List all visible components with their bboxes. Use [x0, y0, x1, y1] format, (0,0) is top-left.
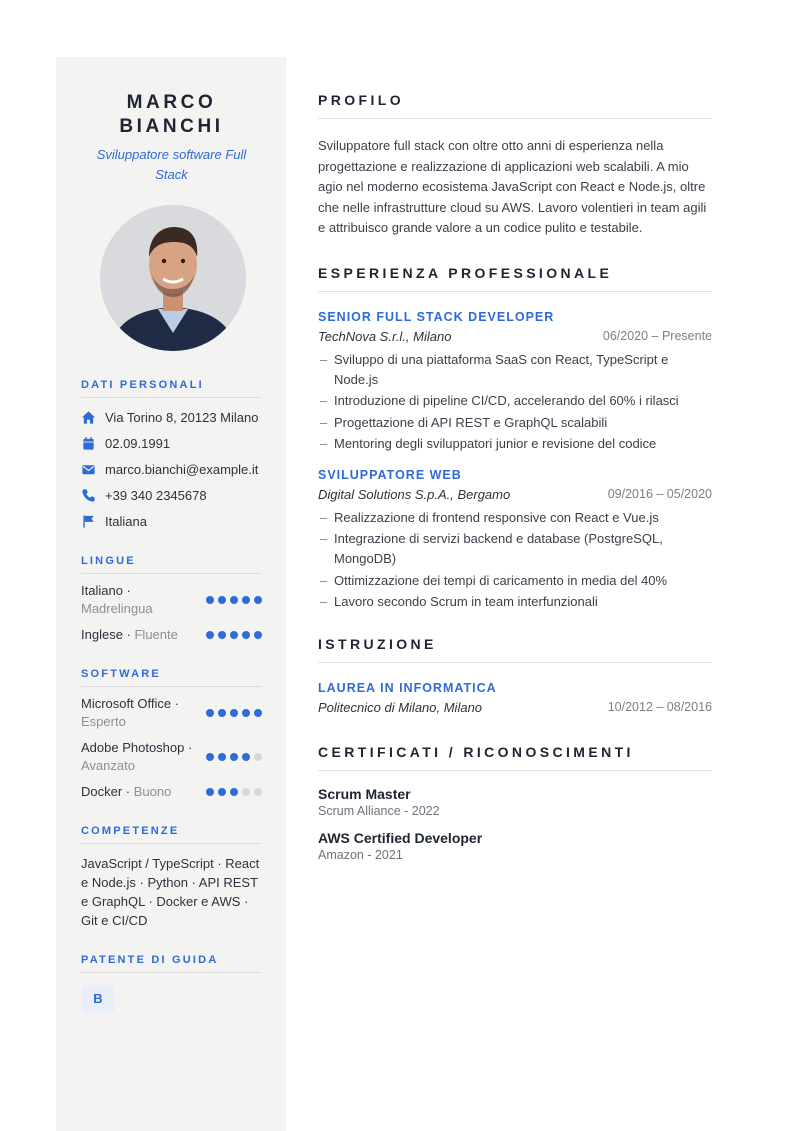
certificate-issuer: Scrum Alliance - 2022 — [318, 804, 440, 818]
portrait-image — [100, 205, 246, 351]
profile-text: Sviluppatore full stack con oltre otto anni di esperienza nella progettazione e realizzazione di applicazioni web scalabili. A mio agio nel moderno ecosistema JavaScript con React e Node.js, oltre che nelle infrastrutture cloud su AWS. Lavoro volentieri in team agili e attribuisco grande valore a un codice pulito e testabile. — [318, 138, 707, 236]
rating-dot-filled — [206, 753, 214, 761]
rating-dot-filled — [218, 596, 226, 604]
rating-dot-filled — [230, 753, 238, 761]
software-level: Buono — [133, 784, 172, 799]
education-school: Politecnico di Milano, Milano — [318, 700, 483, 715]
rating-dot-filled — [230, 596, 238, 604]
nationality-text: Italiana — [105, 514, 147, 529]
job-title: SVILUPPATORE WEB — [318, 467, 462, 482]
certificate-name: AWS Certified Developer — [318, 830, 483, 846]
rating-dot-filled — [230, 709, 238, 717]
contact-birthdate — [81, 434, 262, 453]
person-title: Sviluppatore software Full Stack — [96, 147, 247, 182]
person-name — [81, 91, 262, 139]
education-heading: ISTRUZIONE — [318, 636, 712, 663]
first-name: MARCO — [126, 92, 217, 113]
job-bullet: – Sviluppo di una piattaforma SaaS con React, TypeScript e Node.js — [318, 350, 712, 390]
rating-dot-filled — [254, 596, 262, 604]
job-title: SENIOR FULL STACK DEVELOPER — [318, 309, 555, 324]
education-section — [318, 636, 712, 716]
language-level: Madrelingua — [81, 601, 153, 616]
rating-dot-filled — [254, 631, 262, 639]
skills-heading: COMPETENZE — [81, 825, 262, 844]
job-company: TechNova S.r.l., Milano — [318, 328, 452, 344]
job-company: Digital Solutions S.p.A., Bergamo — [318, 486, 511, 502]
rating-dot-filled — [254, 709, 262, 717]
certificate-entry — [318, 785, 712, 820]
license-heading: PATENTE DI GUIDA — [81, 954, 262, 973]
certificate-issuer: Amazon - 2021 — [318, 848, 403, 862]
software-item: Microsoft Office · Esperto — [81, 695, 262, 731]
rating-dot-filled — [242, 596, 250, 604]
language-name: Inglese — [81, 627, 123, 642]
rating-dot-filled — [206, 709, 214, 717]
contact-nationality — [81, 512, 262, 531]
calendar-icon — [81, 434, 105, 451]
certificate-entry — [318, 829, 712, 864]
home-icon — [81, 408, 105, 425]
job-entry — [318, 310, 712, 454]
rating-dots — [206, 631, 262, 639]
rating-dot-filled — [206, 631, 214, 639]
last-name: BIANCHI — [119, 116, 224, 137]
software-level: Avanzato — [81, 758, 135, 773]
language-item: Italiano · Madrelingua — [81, 582, 262, 618]
rating-dot-filled — [218, 753, 226, 761]
job-bullet: – Realizzazione di frontend responsive con React e Vue.js — [318, 508, 712, 528]
rating-dot-filled — [218, 709, 226, 717]
job-bullet: – Integrazione di servizi backend e database (PostgreSQL, MongoDB) — [318, 529, 712, 569]
address-text: Via Torino 8, 20123 Milano — [105, 410, 259, 425]
phone-icon — [81, 486, 105, 503]
profile-section — [318, 92, 712, 239]
job-bullet: – Progettazione di API REST e GraphQL scalabili — [318, 413, 712, 433]
profile-heading: PROFILO — [318, 92, 712, 119]
rating-dot-filled — [206, 788, 214, 796]
avatar — [100, 205, 246, 351]
education-entry — [318, 681, 712, 716]
rating-dots — [206, 709, 262, 717]
software-level: Esperto — [81, 714, 126, 729]
software-heading: SOFTWARE — [81, 668, 262, 687]
software-list — [81, 695, 262, 801]
rating-dot-empty — [242, 788, 250, 796]
languages-heading: LINGUE — [81, 555, 262, 574]
education-title: LAUREA IN INFORMATICA — [318, 681, 497, 695]
education-dates: 10/2012 – 08/2016 — [607, 700, 712, 714]
rating-dot-filled — [242, 709, 250, 717]
software-name: Adobe Photoshop — [81, 740, 185, 755]
skills-text: JavaScript / TypeScript · React e Node.js · Python · API REST e GraphQL · Docker e AWS · Git e CI/CD — [81, 856, 260, 928]
software-item: Docker · Buono — [81, 783, 262, 801]
software-name: Microsoft Office — [81, 696, 172, 711]
main-content — [318, 92, 712, 864]
job-bullet: – Mentoring degli sviluppatori junior e revisione del codice — [318, 434, 712, 454]
rating-dots — [206, 753, 262, 761]
certificate-name: Scrum Master — [318, 786, 411, 802]
rating-dot-empty — [254, 788, 262, 796]
experience-section — [318, 265, 712, 612]
contact-phone[interactable] — [81, 486, 262, 505]
contact-email[interactable] — [81, 460, 262, 479]
language-item: Inglese · Fluente — [81, 626, 262, 644]
birthdate-text: 02.09.1991 — [105, 436, 171, 451]
job-bullets — [318, 350, 712, 454]
rating-dot-filled — [218, 788, 226, 796]
job-dates: 09/2016 – 05/2020 — [607, 486, 712, 501]
rating-dot-filled — [206, 596, 214, 604]
language-level: Fluente — [134, 627, 178, 642]
rating-dot-empty — [254, 753, 262, 761]
rating-dot-filled — [218, 631, 226, 639]
languages-list — [81, 582, 262, 644]
license-badge: B — [81, 985, 115, 1013]
certificates-section — [318, 744, 712, 864]
rating-dot-filled — [230, 631, 238, 639]
job-bullets — [318, 508, 712, 612]
contact-list — [81, 408, 262, 531]
language-name: Italiano — [81, 583, 123, 598]
rating-dot-filled — [230, 788, 238, 796]
job-bullet: – Ottimizzazione dei tempi di caricamento in media del 40% — [318, 571, 712, 591]
rating-dot-filled — [242, 631, 250, 639]
software-name: Docker — [81, 784, 123, 799]
personal-heading: DATI PERSONALI — [81, 379, 262, 398]
rating-dot-filled — [242, 753, 250, 761]
mail-icon — [81, 460, 105, 477]
phone-text[interactable]: +39 340 2345678 — [105, 488, 207, 503]
job-entry — [318, 468, 712, 612]
job-bullet: – Lavoro secondo Scrum in team interfunzionali — [318, 592, 712, 612]
sidebar — [56, 57, 286, 1131]
software-item: Adobe Photoshop · Avanzato — [81, 739, 262, 775]
job-dates: 06/2020 – Presente — [602, 328, 712, 343]
flag-icon — [81, 512, 105, 529]
experience-heading: ESPERIENZA PROFESSIONALE — [318, 265, 712, 292]
rating-dots — [206, 788, 262, 796]
rating-dots — [206, 596, 262, 604]
certificates-heading: CERTIFICATI / RICONOSCIMENTI — [318, 744, 712, 771]
email-text[interactable]: marco.bianchi@example.it — [105, 462, 259, 477]
job-bullet: – Introduzione di pipeline CI/CD, accelerando del 60% i rilasci — [318, 391, 712, 411]
contact-address — [81, 408, 262, 427]
